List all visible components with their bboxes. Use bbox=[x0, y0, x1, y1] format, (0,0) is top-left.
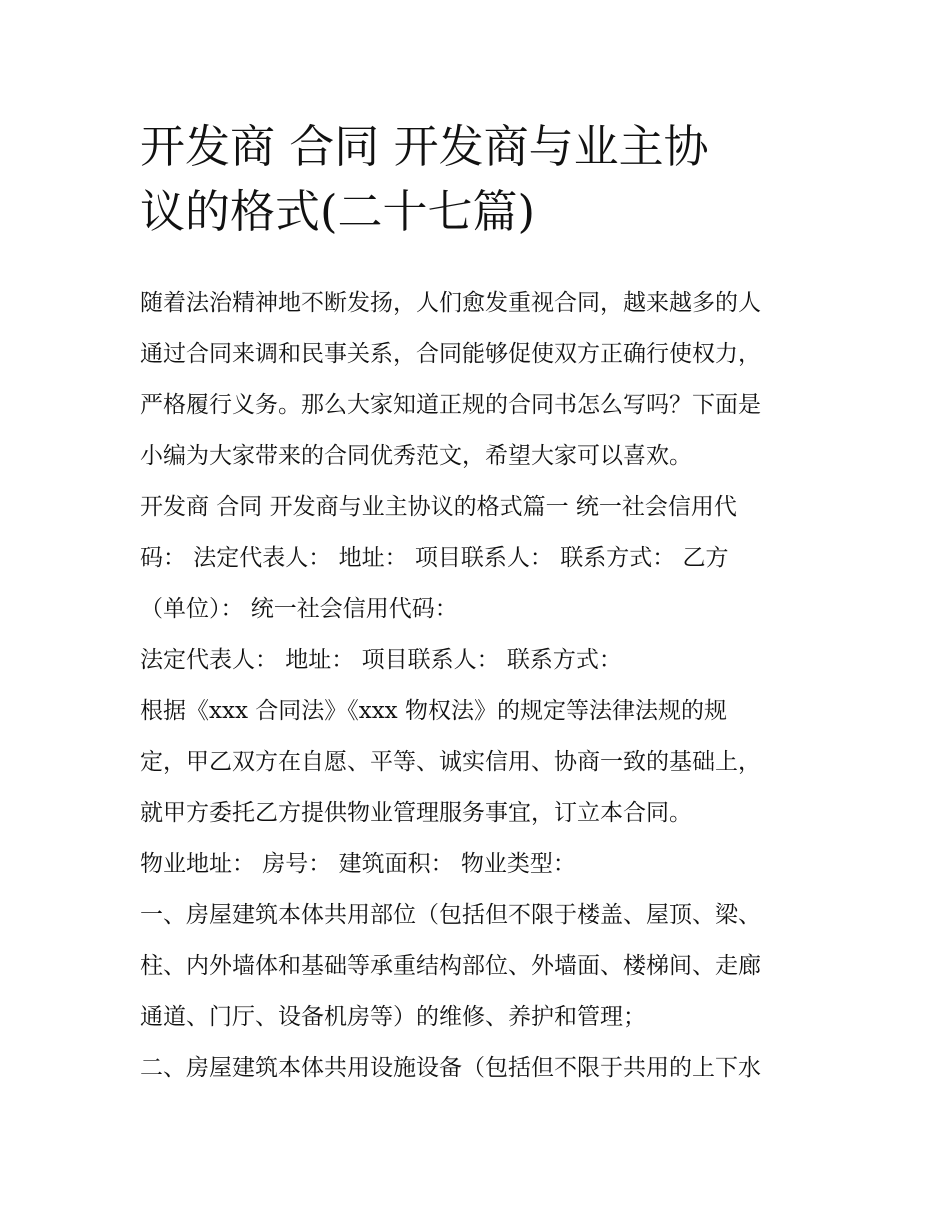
body-line-14: 柱、内外墙体和基础等承重结构部位、外墙面、楼梯间、走廊 bbox=[140, 953, 761, 979]
body-line-15: 通道、门厅、设备机房等）的维修、养护和管理； bbox=[140, 1004, 646, 1030]
body-line-6: 码： 法定代表人： 地址： 项目联系人： 联系方式： 乙方 bbox=[140, 545, 729, 571]
document-title bbox=[140, 114, 820, 244]
body-line-7: （单位）： 统一社会信用代码： bbox=[140, 596, 458, 622]
body-line-9: 根据《xxx 合同法》《xxx 物权法》的规定等法律法规的规 bbox=[140, 698, 727, 724]
title-line-1: 开发商 合同 开发商与业主协 bbox=[140, 120, 709, 173]
body-line-12: 物业地址： 房号： 建筑面积： 物业类型： bbox=[140, 851, 576, 877]
body-line-16: 二、房屋建筑本体共用设施设备（包括但不限于共用的上下水 bbox=[140, 1055, 761, 1081]
body-line-13: 一、房屋建筑本体共用部位（包括但不限于楼盖、屋顶、梁、 bbox=[140, 902, 761, 928]
body-line-5: 开发商 合同 开发商与业主协议的格式篇一 统一社会信用代 bbox=[140, 494, 737, 520]
body-line-11: 就甲方委托乙方提供物业管理服务事宜，订立本合同。 bbox=[140, 800, 692, 826]
body-line-2: 通过合同来调和民事关系，合同能够促使双方正确行使权力， bbox=[140, 341, 761, 367]
body-line-10: 定，甲乙双方在自愿、平等、诚实信用、协商一致的基础上， bbox=[140, 749, 761, 775]
body-line-4: 小编为大家带来的合同优秀范文，希望大家可以喜欢。 bbox=[140, 443, 692, 469]
body-line-3: 严格履行义务。那么大家知道正规的合同书怎么写吗？下面是 bbox=[140, 392, 761, 418]
document-body bbox=[140, 278, 830, 1094]
title-line-2: 议的格式(二十七篇) bbox=[140, 185, 536, 238]
body-line-1: 随着法治精神地不断发扬，人们愈发重视合同，越来越多的人 bbox=[140, 290, 761, 316]
body-line-8: 法定代表人： 地址： 项目联系人： 联系方式： bbox=[140, 647, 622, 673]
